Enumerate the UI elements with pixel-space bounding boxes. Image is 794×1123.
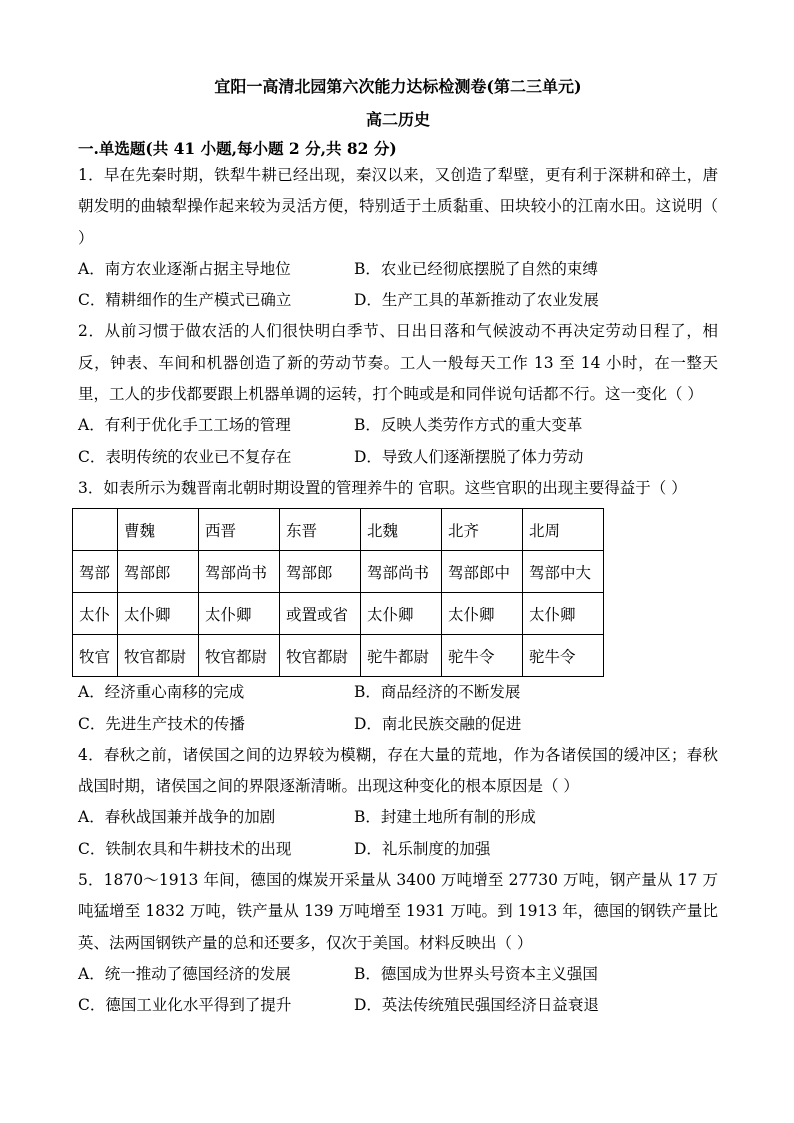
table-cell: 太仆卿 — [361, 593, 442, 635]
question-5 — [78, 865, 718, 1021]
table-row — [73, 551, 604, 593]
table-cell: 太仆卿 — [118, 593, 199, 635]
table-cell: 太仆卿 — [442, 593, 523, 635]
official-posts-table — [72, 508, 604, 677]
table-cell: 驾部尚书 — [199, 551, 280, 593]
question-options — [78, 959, 718, 1022]
question-1 — [78, 160, 718, 316]
table-cell: 或置或省 — [280, 593, 361, 635]
option-d: D．导致人们逐渐摆脱了体力劳动 — [354, 447, 584, 466]
table-header-cell: 北魏 — [361, 509, 442, 551]
option-b: B．反映人类劳作方式的重大变革 — [354, 416, 583, 435]
option-a: A．有利于优化手工工场的管理 — [78, 416, 291, 435]
table-header-cell: 西晋 — [199, 509, 280, 551]
table-cell: 牧官都尉 — [199, 635, 280, 677]
table-row — [73, 593, 604, 635]
table-header-cell: 北齐 — [442, 509, 523, 551]
table-row-label: 牧官 — [73, 635, 118, 677]
option-a: A．南方农业逐渐占据主导地位 — [78, 259, 291, 278]
table-cell: 驾部郎 — [280, 551, 361, 593]
question-stem: 2．从前习惯于做农活的人们很快明白季节、日出日落和气候波动不再决定劳动日程了，相反，钟表、车间和机器创造了新的劳动节奏。工人一般每天工作 13 至 14 小时，在一整天里，工人的步伐都要跟上机器单调的运转，打个盹或是和同伴说句话都不行。这一变化（ ） — [78, 322, 718, 404]
table-cell: 驾部中大 — [523, 551, 604, 593]
option-c: C．德国工业化水平得到了提升 — [78, 996, 292, 1015]
table-cell: 驼牛令 — [442, 635, 523, 677]
question-stem: 5．1870～1913 年间，德国的煤炭开采量从 3400 万吨增至 27730 万吨，钢产量从 17 万吨猛增至 1832 万吨，铁产量从 139 万吨增至 1931 万吨。到 1913 年，德国的钢铁产量比英、法两国钢铁产量的总和还要多，仅次于美国。材料反映出（ ） — [78, 871, 718, 952]
exam-page — [78, 70, 718, 1022]
table-header-cell: 曹魏 — [118, 509, 199, 551]
question-3 — [78, 473, 718, 740]
table-row-label: 驾部 — [73, 551, 118, 593]
section-heading: 一.单选题(共 41 小题,每小题 2 分,共 82 分) — [78, 139, 397, 158]
question-options — [78, 677, 718, 740]
exam-subject: 高二历史 — [365, 110, 430, 129]
question-stem: 3．如表所示为魏晋南北朝时期设置的管理养牛的 官职。这些官职的出现主要得益于（ ） — [78, 478, 687, 497]
table-cell: 驼牛都尉 — [361, 635, 442, 677]
question-4 — [78, 740, 718, 865]
option-d: D．英法传统殖民强国经济日益衰退 — [354, 996, 599, 1015]
option-a: A．经济重心南移的完成 — [78, 683, 245, 702]
question-options — [78, 410, 718, 473]
exam-title: 宜阳一高清北园第六次能力达标检测卷(第二三单元) — [214, 77, 582, 96]
option-b: B．德国成为世界头号资本主义强国 — [354, 964, 598, 983]
question-2 — [78, 316, 718, 472]
table-cell: 驼牛令 — [523, 635, 604, 677]
table-cell: 太仆卿 — [199, 593, 280, 635]
table-row-label: 太仆 — [73, 593, 118, 635]
table-row — [73, 635, 604, 677]
question-options — [78, 802, 718, 865]
option-d: D．南北民族交融的促进 — [354, 714, 522, 733]
option-b: B．封建土地所有制的形成 — [354, 808, 536, 827]
table-cell: 太仆卿 — [523, 593, 604, 635]
option-c: C．铁制农具和牛耕技术的出现 — [78, 839, 292, 858]
option-c: C．先进生产技术的传播 — [78, 714, 245, 733]
table-header-cell: 北周 — [523, 509, 604, 551]
option-b: B．商品经济的不断发展 — [354, 683, 521, 702]
option-a: A．统一推动了德国经济的发展 — [78, 964, 291, 983]
table-cell: 驾部郎 — [118, 551, 199, 593]
option-b: B．农业已经彻底摆脱了自然的束缚 — [354, 259, 598, 278]
option-d: D．生产工具的革新推动了农业发展 — [354, 291, 599, 310]
table-cell — [73, 509, 118, 551]
option-a: A．春秋战国兼并战争的加剧 — [78, 808, 276, 827]
question-options — [78, 254, 718, 317]
table-cell: 驾部郎中 — [442, 551, 523, 593]
table-header-row — [73, 509, 604, 551]
table-cell: 牧官都尉 — [280, 635, 361, 677]
option-d: D．礼乐制度的加强 — [354, 839, 491, 858]
table-cell: 驾部尚书 — [361, 551, 442, 593]
table-cell: 牧官都尉 — [118, 635, 199, 677]
option-c: C．精耕细作的生产模式已确立 — [78, 291, 292, 310]
question-stem: 1．早在先秦时期，铁犁牛耕已经出现，秦汉以来，又创造了犁壁，更有利于深耕和碎土，唐朝发明的曲辕犁操作起来较为灵活方便，特别适于土质黏重、田块较小的江南水田。这说明（ ） — [78, 166, 718, 247]
table-header-cell: 东晋 — [280, 509, 361, 551]
option-c: C．表明传统的农业已不复存在 — [78, 447, 292, 466]
question-stem: 4．春秋之前，诸侯国之间的边界较为模糊，存在大量的荒地，作为各诸侯国的缓冲区；春秋战国时期，诸侯国之间的界限逐渐清晰。出现这种变化的根本原因是（ ） — [78, 745, 718, 796]
